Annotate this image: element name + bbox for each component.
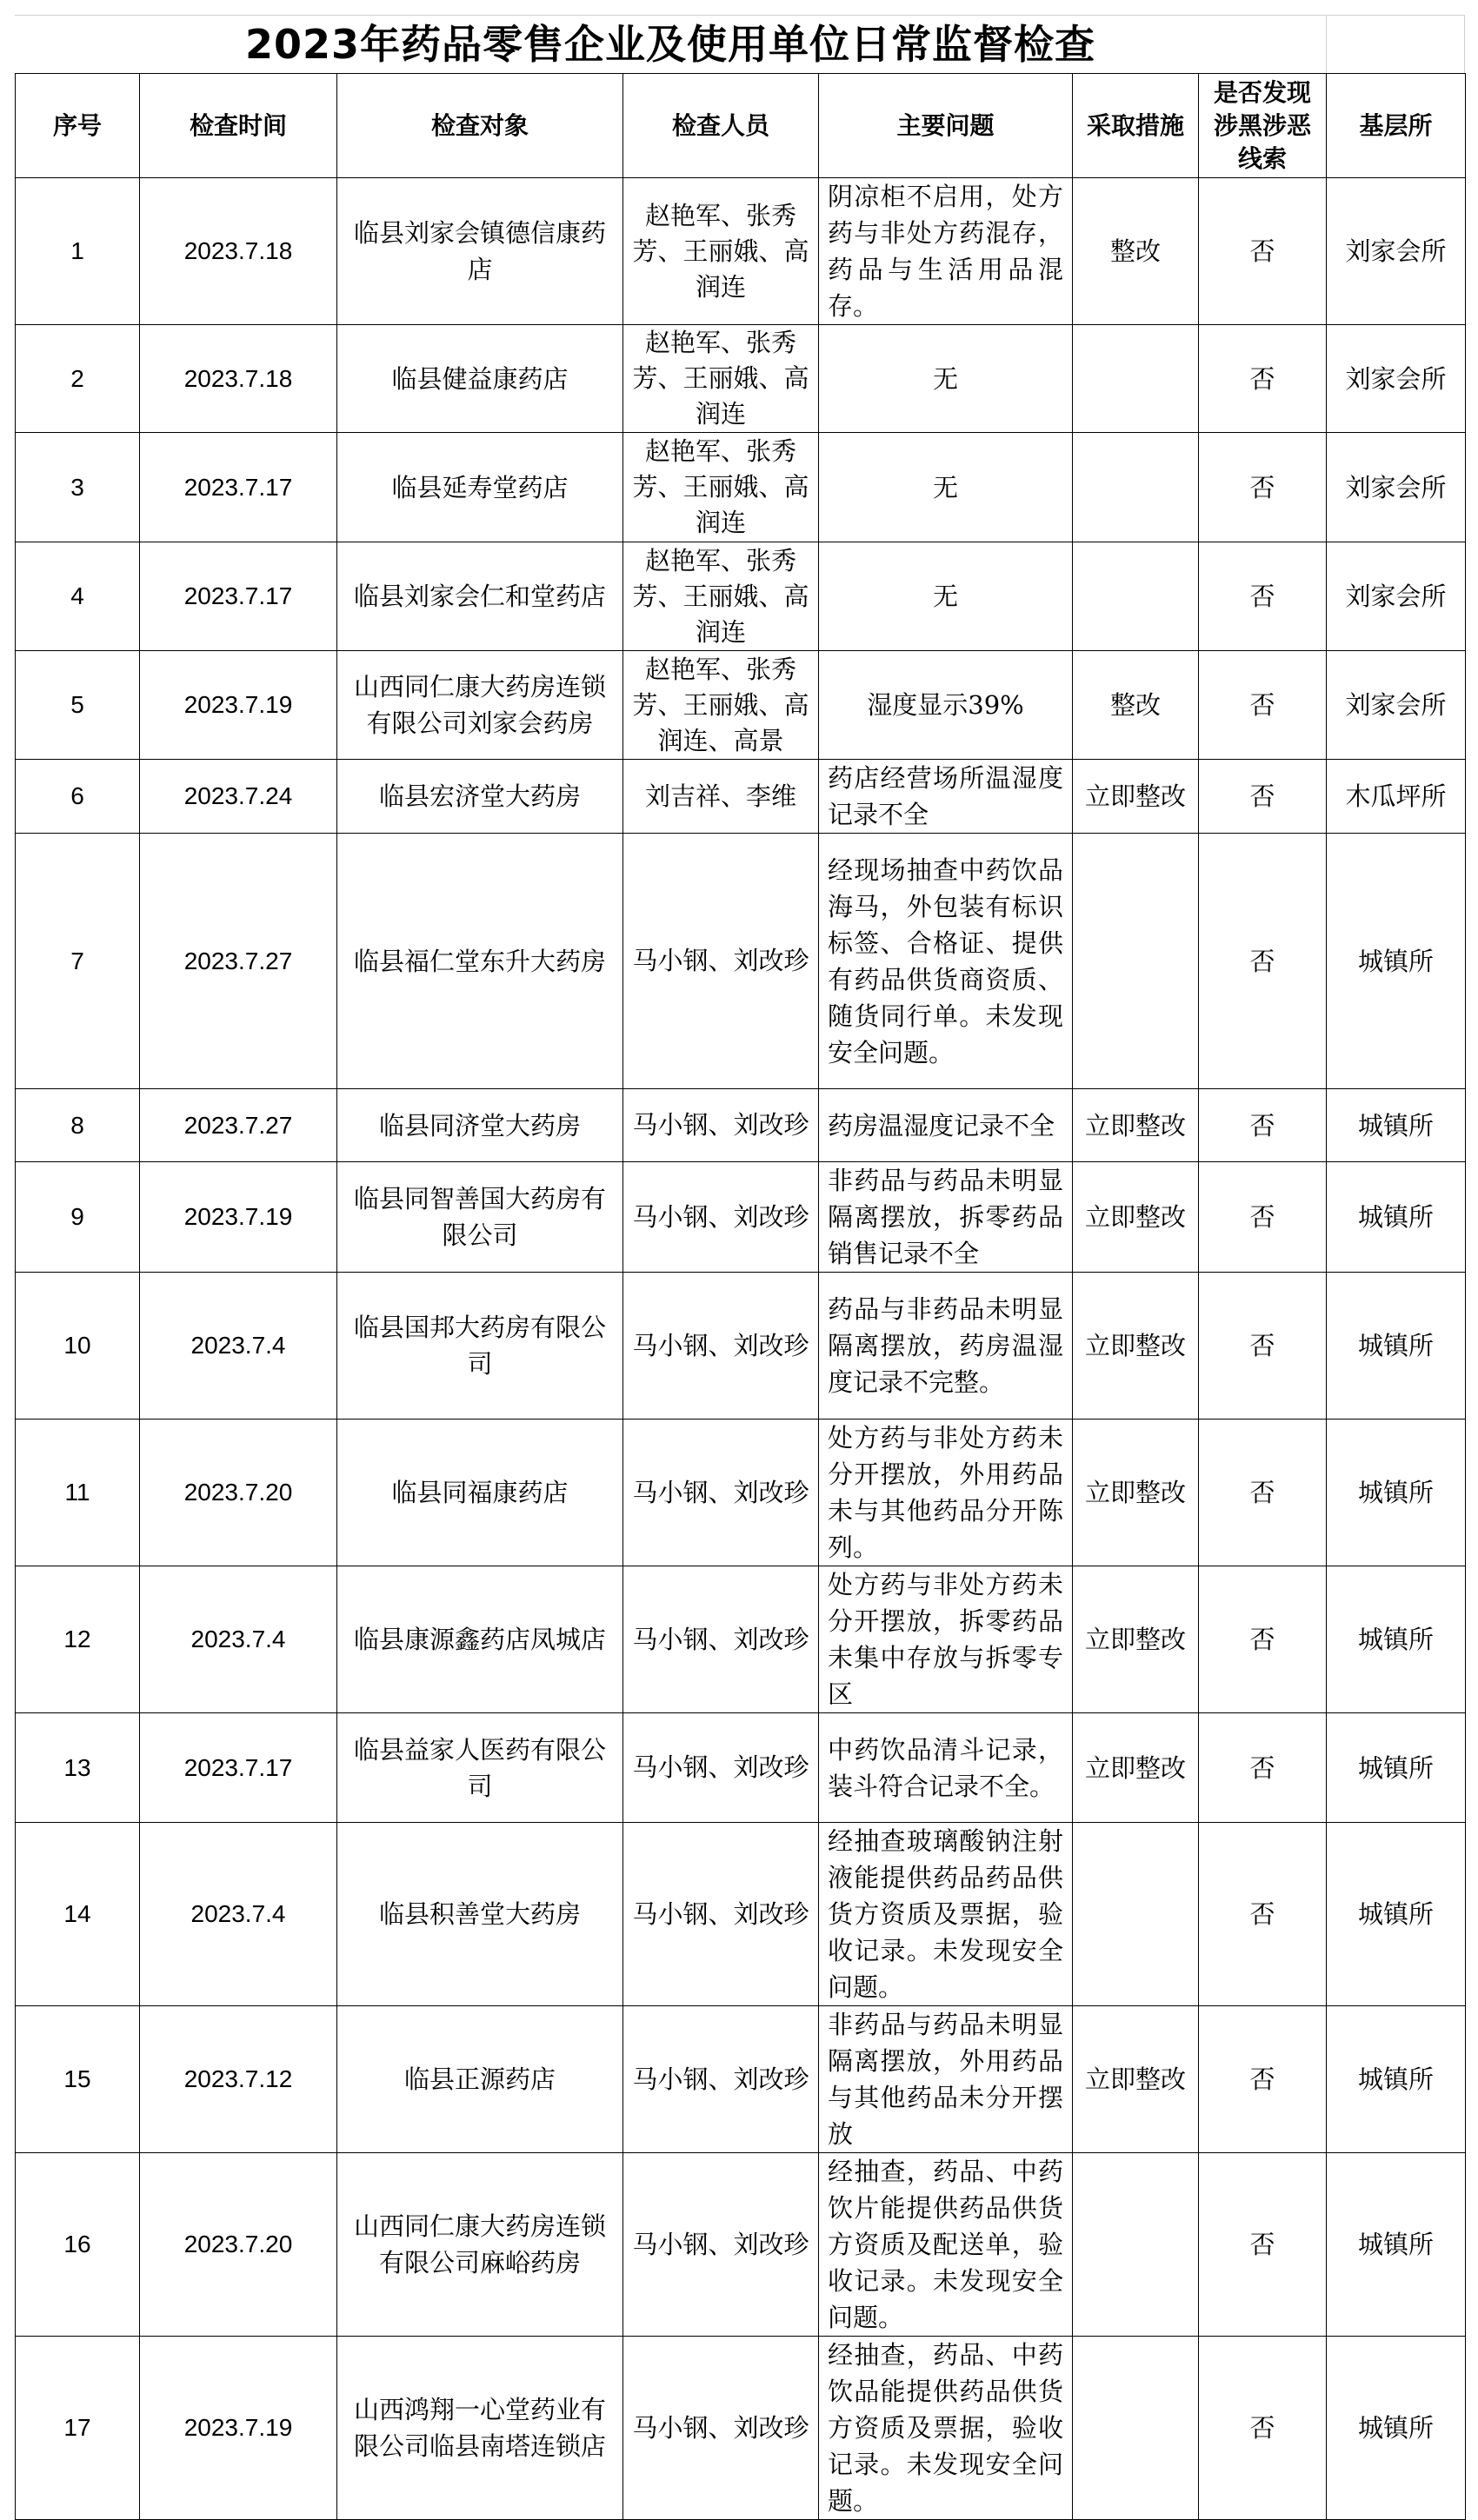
page-title: 2023年药品零售企业及使用单位日常监督检查 <box>244 21 1096 68</box>
cell-target: 临县同济堂大药房 <box>337 1089 623 1162</box>
cell-inspectors: 赵艳军、张秀芳、王丽娥、高润连 <box>623 433 819 542</box>
cell-seq: 1 <box>16 178 140 325</box>
cell-issues: 经抽查，药品、中药饮品能提供药品供货方资质及票据，验收记录。未发现安全问题。 <box>819 2337 1073 2520</box>
cell-seq: 2 <box>16 325 140 433</box>
cell-measures: 立即整改 <box>1073 1713 1199 1823</box>
cell-inspectors: 刘吉祥、李维 <box>623 760 819 834</box>
cell-gang-clues: 否 <box>1199 325 1327 433</box>
cell-seq: 4 <box>16 542 140 651</box>
cell-date: 2023.7.24 <box>140 760 337 834</box>
cell-target: 临县康源鑫药店凤城店 <box>337 1566 623 1713</box>
cell-issues: 经现场抽查中药饮品海马，外包装有标识标签、合格证、提供有药品供货商资质、随货同行单。未发现安全问题。 <box>819 834 1073 1089</box>
cell-target: 山西鸿翔一心堂药业有限公司临县南塔连锁店 <box>337 2337 623 2520</box>
cell-inspectors: 马小钢、刘改珍 <box>623 1162 819 1273</box>
cell-measures: 整改 <box>1073 651 1199 760</box>
cell-target: 临县益家人医药有限公司 <box>337 1713 623 1823</box>
cell-issues: 经抽查玻璃酸钠注射液能提供药品药品供货方资质及票据，验收记录。未发现安全问题。 <box>819 1823 1073 2006</box>
cell-target: 临县积善堂大药房 <box>337 1823 623 2006</box>
cell-inspectors: 赵艳军、张秀芳、王丽娥、高润连、高景 <box>623 651 819 760</box>
header-inspectors: 检查人员 <box>623 74 819 178</box>
table-row <box>16 1713 1466 1823</box>
cell-seq: 13 <box>16 1713 140 1823</box>
cell-date: 2023.7.19 <box>140 651 337 760</box>
cell-issues: 处方药与非处方药未分开摆放，拆零药品未集中存放与拆零专区 <box>819 1566 1073 1713</box>
cell-issues: 湿度显示39% <box>819 651 1073 760</box>
cell-gang-clues: 否 <box>1199 178 1327 325</box>
header-gang-clues <box>1199 74 1327 178</box>
table-row <box>16 651 1466 760</box>
table-row <box>16 834 1466 1089</box>
table-row <box>16 433 1466 542</box>
cell-target: 临县同福康药店 <box>337 1420 623 1566</box>
header-issues: 主要问题 <box>819 74 1073 178</box>
table-row <box>16 325 1466 433</box>
cell-inspectors: 马小钢、刘改珍 <box>623 2006 819 2153</box>
cell-office: 刘家会所 <box>1327 542 1466 651</box>
cell-gang-clues: 否 <box>1199 1566 1327 1713</box>
cell-issues: 阴凉柜不启用，处方药与非处方药混存，药品与生活用品混存。 <box>819 178 1073 325</box>
cell-seq: 5 <box>16 651 140 760</box>
header-office: 基层所 <box>1327 74 1466 178</box>
cell-seq: 8 <box>16 1089 140 1162</box>
cell-gang-clues: 否 <box>1199 1162 1327 1273</box>
cell-issues: 无 <box>819 433 1073 542</box>
cell-inspectors: 马小钢、刘改珍 <box>623 1089 819 1162</box>
cell-measures: 立即整改 <box>1073 1420 1199 1566</box>
cell-inspectors: 赵艳军、张秀芳、王丽娥、高润连 <box>623 178 819 325</box>
inspection-table <box>15 73 1466 2520</box>
gridline <box>1326 16 1327 73</box>
cell-date: 2023.7.19 <box>140 1162 337 1273</box>
header-seq: 序号 <box>16 74 140 178</box>
cell-measures <box>1073 542 1199 651</box>
cell-date: 2023.7.19 <box>140 2337 337 2520</box>
gridline <box>1464 16 1465 73</box>
cell-measures: 立即整改 <box>1073 1566 1199 1713</box>
cell-issues: 非药品与药品未明显隔离摆放，拆零药品销售记录不全 <box>819 1162 1073 1273</box>
cell-target: 山西同仁康大药房连锁有限公司刘家会药房 <box>337 651 623 760</box>
cell-issues: 非药品与药品未明显隔离摆放，外用药品与其他药品未分开摆放 <box>819 2006 1073 2153</box>
cell-target: 临县宏济堂大药房 <box>337 760 623 834</box>
cell-date: 2023.7.20 <box>140 2153 337 2337</box>
table-row <box>16 178 1466 325</box>
cell-seq: 6 <box>16 760 140 834</box>
cell-inspectors: 马小钢、刘改珍 <box>623 834 819 1089</box>
cell-measures: 整改 <box>1073 178 1199 325</box>
cell-office: 城镇所 <box>1327 1566 1466 1713</box>
cell-office: 城镇所 <box>1327 1162 1466 1273</box>
cell-seq: 15 <box>16 2006 140 2153</box>
cell-date: 2023.7.17 <box>140 542 337 651</box>
table-row <box>16 1566 1466 1713</box>
spreadsheet <box>15 15 1465 2520</box>
cell-target: 临县国邦大药房有限公司 <box>337 1273 623 1420</box>
cell-measures <box>1073 433 1199 542</box>
cell-inspectors: 马小钢、刘改珍 <box>623 1273 819 1420</box>
table-row <box>16 1823 1466 2006</box>
cell-office: 城镇所 <box>1327 2337 1466 2520</box>
cell-seq: 3 <box>16 433 140 542</box>
table-row <box>16 2153 1466 2337</box>
cell-target: 临县刘家会仁和堂药店 <box>337 542 623 651</box>
cell-office: 城镇所 <box>1327 2153 1466 2337</box>
cell-office: 城镇所 <box>1327 1823 1466 2006</box>
cell-office: 城镇所 <box>1327 2006 1466 2153</box>
cell-target: 临县福仁堂东升大药房 <box>337 834 623 1089</box>
cell-gang-clues: 否 <box>1199 1089 1327 1162</box>
cell-office: 城镇所 <box>1327 1089 1466 1162</box>
cell-measures: 立即整改 <box>1073 1273 1199 1420</box>
cell-inspectors: 马小钢、刘改珍 <box>623 1420 819 1566</box>
cell-office: 城镇所 <box>1327 1273 1466 1420</box>
cell-measures <box>1073 2337 1199 2520</box>
cell-date: 2023.7.18 <box>140 178 337 325</box>
cell-office: 城镇所 <box>1327 1420 1466 1566</box>
cell-measures <box>1073 834 1199 1089</box>
table-row <box>16 1273 1466 1420</box>
cell-gang-clues: 否 <box>1199 2337 1327 2520</box>
cell-issues: 药品与非药品未明显隔离摆放，药房温湿度记录不完整。 <box>819 1273 1073 1420</box>
cell-measures: 立即整改 <box>1073 1162 1199 1273</box>
cell-date: 2023.7.4 <box>140 1273 337 1420</box>
cell-date: 2023.7.17 <box>140 433 337 542</box>
cell-seq: 16 <box>16 2153 140 2337</box>
cell-inspectors: 马小钢、刘改珍 <box>623 1713 819 1823</box>
table-row <box>16 1420 1466 1566</box>
header-gang-line-1: 是否发现 <box>1213 77 1311 107</box>
cell-seq: 14 <box>16 1823 140 2006</box>
cell-measures: 立即整改 <box>1073 760 1199 834</box>
cell-inspectors: 赵艳军、张秀芳、王丽娥、高润连 <box>623 325 819 433</box>
cell-inspectors: 马小钢、刘改珍 <box>623 2337 819 2520</box>
header-row <box>16 74 1466 178</box>
cell-seq: 11 <box>16 1420 140 1566</box>
cell-target: 临县延寿堂药店 <box>337 433 623 542</box>
cell-date: 2023.7.27 <box>140 1089 337 1162</box>
cell-date: 2023.7.18 <box>140 325 337 433</box>
cell-date: 2023.7.4 <box>140 1823 337 2006</box>
cell-office: 刘家会所 <box>1327 325 1466 433</box>
cell-gang-clues: 否 <box>1199 834 1327 1089</box>
cell-measures: 立即整改 <box>1073 1089 1199 1162</box>
cell-issues: 经抽查，药品、中药饮片能提供药品供货方资质及配送单，验收记录。未发现安全问题。 <box>819 2153 1073 2337</box>
cell-gang-clues: 否 <box>1199 433 1327 542</box>
table-row <box>16 760 1466 834</box>
cell-inspectors: 赵艳军、张秀芳、王丽娥、高润连 <box>623 542 819 651</box>
cell-inspectors: 马小钢、刘改珍 <box>623 1566 819 1713</box>
cell-office: 刘家会所 <box>1327 178 1466 325</box>
header-gang-line-2: 涉黑涉恶 <box>1213 110 1311 140</box>
header-target: 检查对象 <box>337 74 623 178</box>
cell-target: 临县正源药店 <box>337 2006 623 2153</box>
cell-gang-clues: 否 <box>1199 2153 1327 2337</box>
cell-measures <box>1073 325 1199 433</box>
cell-target: 临县同智善国大药房有限公司 <box>337 1162 623 1273</box>
cell-seq: 7 <box>16 834 140 1089</box>
cell-target: 山西同仁康大药房连锁有限公司麻峪药房 <box>337 2153 623 2337</box>
cell-issues: 中药饮品清斗记录，装斗符合记录不全。 <box>819 1713 1073 1823</box>
cell-seq: 9 <box>16 1162 140 1273</box>
cell-measures <box>1073 2153 1199 2337</box>
cell-date: 2023.7.20 <box>140 1420 337 1566</box>
table-row <box>16 542 1466 651</box>
cell-issues: 药房温湿度记录不全 <box>819 1089 1073 1162</box>
cell-target: 临县刘家会镇德信康药店 <box>337 178 623 325</box>
cell-inspectors: 马小钢、刘改珍 <box>623 2153 819 2337</box>
cell-office: 城镇所 <box>1327 1713 1466 1823</box>
cell-gang-clues: 否 <box>1199 1273 1327 1420</box>
header-measures: 采取措施 <box>1073 74 1199 178</box>
cell-date: 2023.7.12 <box>140 2006 337 2153</box>
cell-target: 临县健益康药店 <box>337 325 623 433</box>
title-row <box>15 15 1465 73</box>
cell-issues: 无 <box>819 325 1073 433</box>
cell-gang-clues: 否 <box>1199 760 1327 834</box>
table-row <box>16 2006 1466 2153</box>
cell-date: 2023.7.4 <box>140 1566 337 1713</box>
table-row <box>16 1162 1466 1273</box>
cell-seq: 17 <box>16 2337 140 2520</box>
cell-issues: 药店经营场所温湿度记录不全 <box>819 760 1073 834</box>
table-row <box>16 1089 1466 1162</box>
cell-measures: 立即整改 <box>1073 2006 1199 2153</box>
header-date: 检查时间 <box>140 74 337 178</box>
table-row <box>16 2337 1466 2520</box>
cell-gang-clues: 否 <box>1199 1420 1327 1566</box>
cell-gang-clues: 否 <box>1199 2006 1327 2153</box>
cell-office: 城镇所 <box>1327 834 1466 1089</box>
cell-office: 刘家会所 <box>1327 651 1466 760</box>
cell-seq: 10 <box>16 1273 140 1420</box>
cell-gang-clues: 否 <box>1199 542 1327 651</box>
cell-seq: 12 <box>16 1566 140 1713</box>
cell-office: 刘家会所 <box>1327 433 1466 542</box>
cell-gang-clues: 否 <box>1199 651 1327 760</box>
cell-measures <box>1073 1823 1199 2006</box>
cell-inspectors: 马小钢、刘改珍 <box>623 1823 819 2006</box>
cell-gang-clues: 否 <box>1199 1823 1327 2006</box>
cell-issues: 处方药与非处方药未分开摆放，外用药品未与其他药品分开陈列。 <box>819 1420 1073 1566</box>
cell-issues: 无 <box>819 542 1073 651</box>
header-gang-line-3: 线索 <box>1237 143 1287 173</box>
cell-gang-clues: 否 <box>1199 1713 1327 1823</box>
cell-office: 木瓜坪所 <box>1327 760 1466 834</box>
cell-date: 2023.7.17 <box>140 1713 337 1823</box>
cell-date: 2023.7.27 <box>140 834 337 1089</box>
